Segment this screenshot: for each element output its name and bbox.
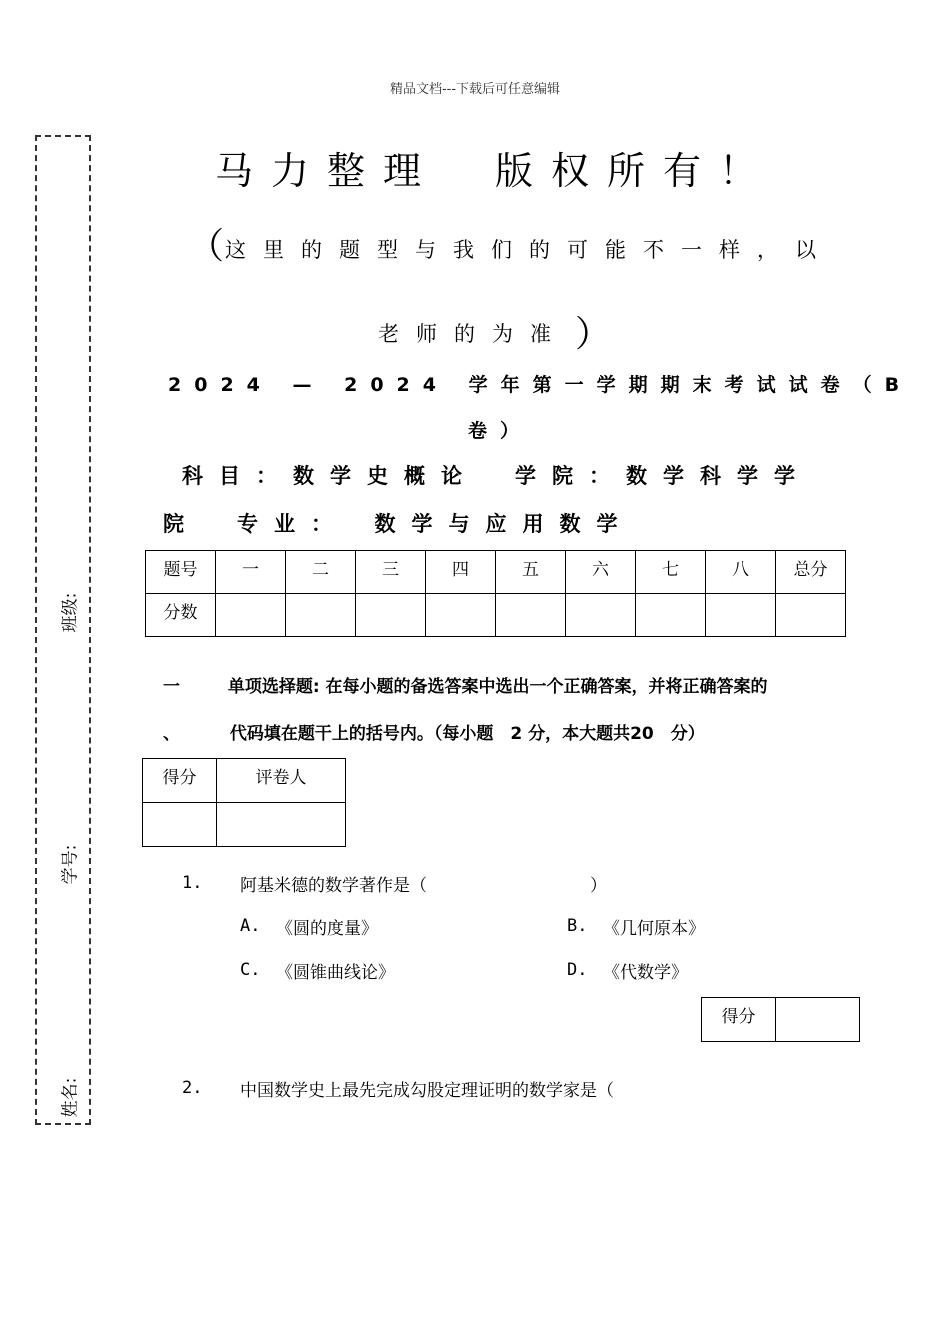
option-d-text[interactable]: 《代数学》	[603, 963, 688, 983]
question-2-number: 2.	[182, 1078, 203, 1098]
score-cell: 八	[706, 551, 776, 594]
grader-name-label: 评卷人	[217, 759, 346, 803]
option-d-label: D.	[567, 960, 588, 980]
subject-line-1: 科目：数学史概论 学院：数学科学学	[182, 464, 811, 488]
grader-score-label: 得分	[143, 759, 217, 803]
score-table	[145, 550, 846, 637]
option-c-text[interactable]: 《圆锥曲线论》	[276, 963, 395, 983]
score-cell: 四	[426, 551, 496, 594]
paren-close: ）	[575, 314, 612, 355]
class-label: 班级:	[60, 592, 81, 633]
question-1-number: 1.	[182, 873, 203, 893]
score-table-header-row	[146, 551, 846, 594]
question-1-close: ）	[590, 876, 607, 896]
score-cell: 总分	[776, 551, 846, 594]
small-score-table	[701, 997, 860, 1042]
grader-table	[142, 758, 346, 847]
score-input-cell[interactable]	[706, 594, 776, 637]
note-line-2: 老师的为准	[378, 322, 568, 346]
question-2-text: 中国数学史上最先完成勾股定理证明的数学家是（	[240, 1081, 614, 1101]
section-1-line-1	[163, 672, 768, 697]
option-c-label: C.	[240, 960, 261, 980]
score-table-value-row	[146, 594, 846, 637]
grader-score-input[interactable]	[143, 803, 217, 847]
paren-open: （	[188, 226, 225, 267]
student-id-label: 学号:	[60, 844, 81, 885]
section-number: 一	[163, 677, 180, 697]
section-1-line-2	[163, 719, 705, 744]
small-score-input[interactable]	[776, 998, 860, 1042]
score-cell: 题号	[146, 551, 216, 594]
section-mark: 、	[163, 724, 180, 744]
section-instruction-2: 代码填在题干上的括号内。（每小题 2 分，本大题共20 分）	[229, 724, 705, 744]
score-input-cell[interactable]	[496, 594, 566, 637]
score-cell: 二	[286, 551, 356, 594]
note-line-1: 这里的题型与我们的可能不一样，以	[225, 238, 833, 262]
option-b-text[interactable]: 《几何原本》	[603, 919, 705, 939]
score-input-cell[interactable]	[426, 594, 496, 637]
name-label: 姓名:	[60, 1077, 81, 1118]
score-input-cell[interactable]	[216, 594, 286, 637]
question-1-text: 阿基米德的数学著作是（	[240, 876, 427, 896]
subject-line-2: 院 专业： 数学与应用数学	[163, 512, 634, 536]
exam-title-line-1: 2024 — 2024 学年第一学期期末考试试卷（B	[168, 374, 913, 396]
score-cell: 七	[636, 551, 706, 594]
option-a-text[interactable]: 《圆的度量》	[276, 919, 378, 939]
grader-name-input[interactable]	[217, 803, 346, 847]
small-score-label: 得分	[702, 998, 776, 1042]
option-b-label: B.	[567, 916, 588, 936]
header-note: 精品文档---下载后可任意编辑	[389, 82, 561, 97]
score-cell: 一	[216, 551, 286, 594]
score-input-cell[interactable]	[286, 594, 356, 637]
section-instruction-1: 单项选择题: 在每小题的备选答案中选出一个正确答案，并将正确答案的	[227, 677, 768, 697]
score-cell: 三	[356, 551, 426, 594]
score-input-cell[interactable]	[636, 594, 706, 637]
page-title: 马力整理 版权所有！	[214, 149, 775, 193]
score-cell: 分数	[146, 594, 216, 637]
score-input-cell[interactable]	[356, 594, 426, 637]
score-input-cell[interactable]	[566, 594, 636, 637]
exam-title-line-2: 卷）	[468, 420, 533, 442]
option-a-label: A.	[240, 916, 261, 936]
score-input-cell[interactable]	[776, 594, 846, 637]
score-cell: 五	[496, 551, 566, 594]
score-cell: 六	[566, 551, 636, 594]
